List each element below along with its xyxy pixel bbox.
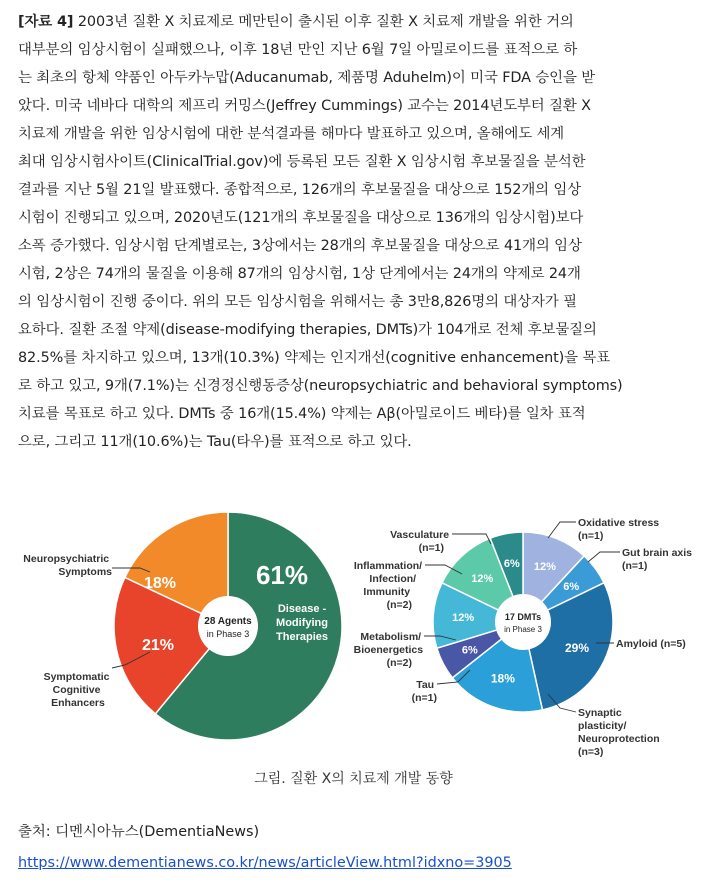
label-gut-brain-axis: Gut brain axis (n=1)	[622, 547, 693, 572]
article-line: 로 하고 있고, 9개(7.1%)는 신경정신행동증상(neuropsychiatric and behavioral symptoms)	[18, 378, 623, 394]
article-line: 대부분의 임상시험이 실패했으나, 이후 18년 만인 지난 6월 7일 아밀로이드를 표적으로 하	[18, 42, 578, 58]
article-line: 의 임상시험이 진행 중이다. 위의 모든 임상시험을 위해서는 총 3만8,826명의 대상자가 필	[18, 294, 577, 310]
label-vasculature: Vasculature (n=1)	[390, 529, 450, 554]
center-label-line2: in Phase 3	[206, 629, 250, 639]
slice-pct-oxidative-stress: 12%	[533, 560, 556, 573]
article-line: 최대 임상시험사이트(ClinicalTrial.gov)에 등록된 모든 질환 X 임상시험 후보물질을 분석한	[18, 154, 586, 170]
figure-caption: 그림. 질환 X의 치료제 개발 동향	[254, 771, 453, 787]
pie-chart-phase3-agents	[114, 512, 342, 740]
slice-pct-tau: 6%	[461, 644, 478, 657]
center-label-line1: 17 DMTs	[504, 612, 542, 622]
slice-pct-amyloid: 29%	[564, 641, 590, 656]
pie-chart-phase3-dmts	[433, 532, 613, 712]
source-credit: 출처: 디멘시아뉴스(DementiaNews)	[18, 824, 260, 840]
leader-line	[548, 522, 576, 538]
leader-line	[588, 552, 620, 562]
dmt-slice-label: Disease -	[277, 603, 327, 615]
article-line: 치료제 개발을 위한 임상시험에 대한 분석결과를 해마다 발표하고 있으며, 올해에도 세계	[18, 126, 565, 142]
label-amyloid: Amyloid (n=5)	[616, 638, 686, 650]
article-line: 는 최초의 항체 약품인 아두카누맙(Aducanumab, 제품명 Aduhelm)이 미국 FDA 승인을 받	[18, 70, 596, 86]
slice-pct-vasculature: 6%	[503, 557, 520, 570]
slice-pct-disease-modifying-therapies: 61%	[255, 560, 309, 590]
slice-pct-inflammation-infection-immunity: 12%	[471, 572, 494, 585]
label-inflammation: Inflammation/ Infection/ Immunity (n=2)	[353, 560, 423, 611]
slice-pct-metabolism-bioenergetics: 12%	[452, 612, 475, 625]
dmt-slice-label: Therapies	[276, 631, 328, 643]
label-oxidative-stress: Oxidative stress (n=1)	[578, 517, 660, 542]
source-link[interactable]: https://www.dementianews.co.kr/news/articleView.html?idxno=3905	[18, 855, 512, 871]
center-label-line1: 28 Agents	[204, 616, 252, 627]
article-line: 82.5%를 차지하고 있으며, 13개(10.3%) 약제는 인지개선(cognitive enhancement)을 목표	[18, 350, 611, 366]
dmt-slice-label: Modifying	[276, 617, 328, 629]
pie-center	[495, 594, 551, 650]
article-line: 소폭 증가했다. 임상시험 단계별로는, 3상에서는 28개의 후보물질을 대상으로 41개의 임상	[18, 238, 582, 254]
article-line: 으로, 그리고 11개(10.6%)는 Tau(타우)를 표적으로 하고 있다.	[18, 434, 412, 450]
label-symptomatic: Symptomatic Cognitive Enhancers	[43, 671, 110, 709]
label-metabolism: Metabolism/ Bioenergetics (n=2)	[353, 631, 424, 669]
slice-pct-neuropsychiatric-symptoms: 18%	[143, 575, 177, 592]
article-line: [자료 4] 2003년 질환 X 치료제로 메만틴이 출시된 이후 질환 X 치료제 개발을 위한 거의	[18, 14, 574, 30]
article-line: 치료를 목표로 하고 있다. DMTs 중 16개(15.4%) 약제는 Aβ(아밀로이드 베타)를 일차 표적	[18, 406, 586, 422]
article-line: 요하다. 질환 조절 약제(disease-modifying therapies, DMTs)가 104개로 전체 후보물질의	[18, 322, 597, 338]
label-tau: Tau (n=1)	[411, 679, 437, 704]
article-line: 결과를 지난 5월 21일 발표했다. 종합적으로, 126개의 후보물질을 대상으로 152개의 임상	[18, 182, 582, 198]
slice-pct-symptomatic-cognitive-enhancers: 21%	[141, 637, 175, 654]
figure-charts	[0, 490, 707, 775]
article-line: 시험, 2상은 74개의 물질을 이용해 87개의 임상시험, 1상 단계에서는 24개의 약제로 24개	[18, 266, 581, 282]
label-neuropsychiatric: Neuropsychiatric Symptoms	[23, 553, 112, 578]
article-tag: [자료 4]	[18, 14, 74, 30]
center-label-line2: in Phase 3	[504, 625, 542, 634]
slice-pct-gut-brain-axis: 6%	[563, 581, 580, 594]
slice-pct-synaptic-plasticity-neuroprotection: 18%	[490, 671, 515, 686]
article-line: 시험이 진행되고 있으며, 2020년도(121개의 후보물질을 대상으로 136개의 임상시험)보다	[18, 210, 584, 226]
article-line: 았다. 미국 네바다 대학의 제프리 커밍스(Jeffrey Cummings) 교수는 2014년도부터 질환 X	[18, 98, 591, 114]
label-synaptic: Synaptic plasticity/ Neuroprotection (n=3)	[578, 707, 660, 758]
